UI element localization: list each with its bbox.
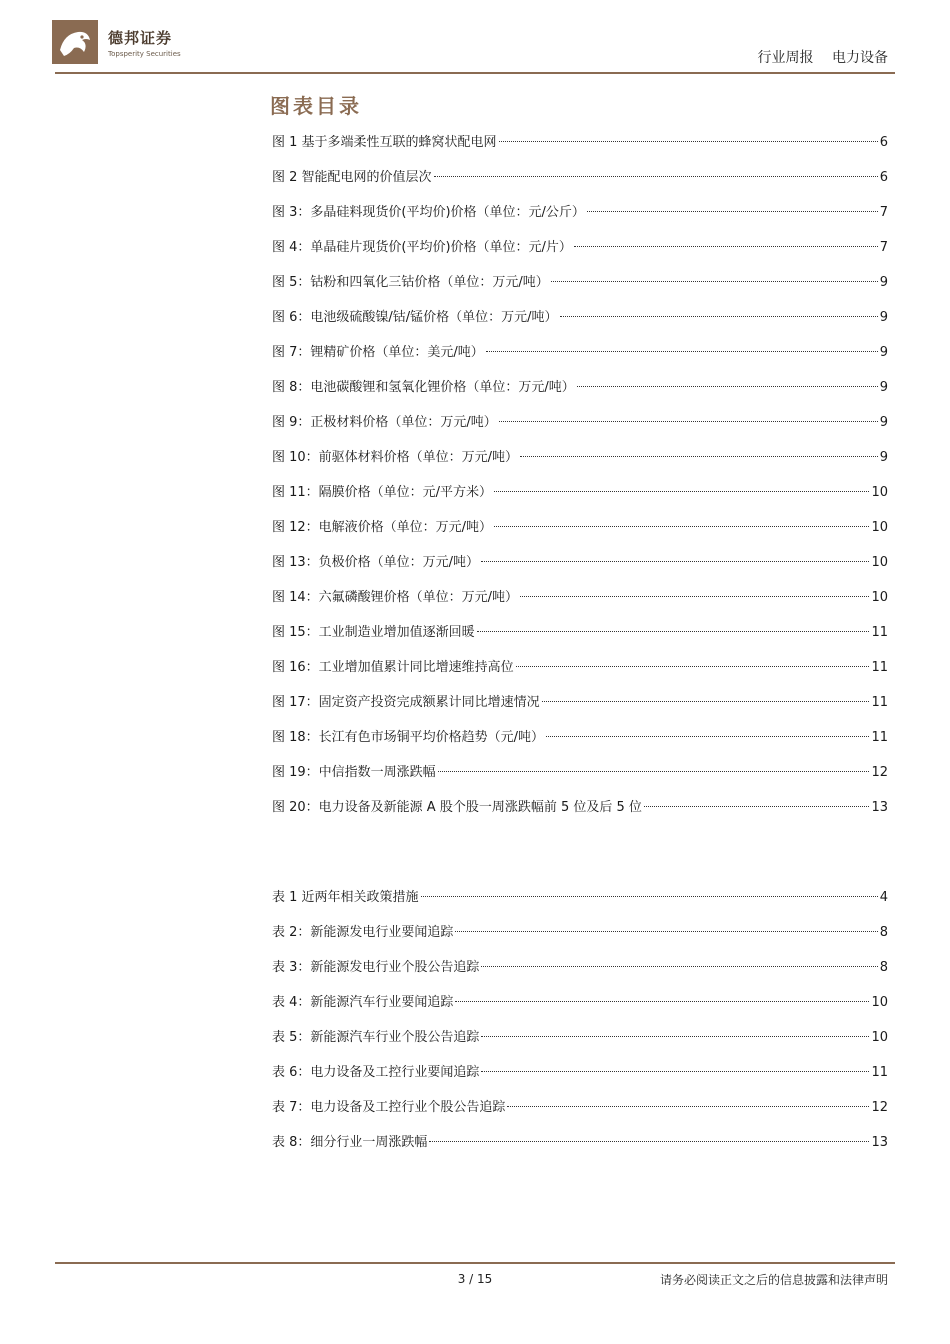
- figure-entry-page: 11: [871, 730, 888, 745]
- figure-entry-label: 图 12：电解液价格（单位：万元/吨）: [272, 520, 493, 535]
- table-entry[interactable]: [272, 889, 888, 924]
- dot-leader: [421, 896, 878, 897]
- brand-name-cn: 德邦证券: [108, 28, 173, 47]
- dot-leader: [546, 736, 869, 737]
- figure-entry-page: 10: [871, 520, 888, 535]
- figure-entry-page: 13: [871, 800, 888, 815]
- figure-entry-label: 图 20：电力设备及新能源 A 股个股一周涨跌幅前 5 位及后 5 位: [272, 800, 642, 815]
- dot-leader: [587, 211, 878, 212]
- dot-leader: [520, 456, 878, 457]
- dot-leader: [644, 806, 870, 807]
- dot-leader: [455, 931, 877, 932]
- figure-entry-page: 7: [879, 240, 888, 255]
- figure-list: [272, 134, 888, 834]
- table-list: [272, 889, 888, 1169]
- figure-entry-label: 图 7：锂精矿价格（单位：美元/吨）: [272, 345, 484, 360]
- figure-entry[interactable]: [272, 659, 888, 694]
- dot-leader: [438, 771, 870, 772]
- figure-entry[interactable]: [272, 379, 888, 414]
- dot-leader: [499, 421, 878, 422]
- table-entry[interactable]: [272, 994, 888, 1029]
- figure-entry-label: 图 13：负极价格（单位：万元/吨）: [272, 555, 480, 570]
- disclaimer: 请务必阅读正文之后的信息披露和法律声明: [659, 1273, 888, 1287]
- toc-title: 图表目录: [270, 94, 362, 118]
- figure-entry-page: 6: [879, 135, 888, 150]
- dot-leader: [577, 386, 878, 387]
- table-entry-label: 表 2：新能源发电行业要闻追踪: [272, 925, 454, 940]
- dot-leader: [551, 281, 878, 282]
- figure-entry[interactable]: [272, 309, 888, 344]
- figure-entry[interactable]: [272, 414, 888, 449]
- figure-entry-label: 图 17：固定资产投资完成额累计同比增速情况: [272, 695, 540, 710]
- figure-entry-label: 图 15：工业制造业增加值逐渐回暖: [272, 625, 475, 640]
- figure-entry[interactable]: [272, 764, 888, 799]
- dot-leader: [481, 1071, 869, 1072]
- figure-entry-page: 12: [871, 765, 888, 780]
- table-entry[interactable]: [272, 1029, 888, 1064]
- table-entry[interactable]: [272, 959, 888, 994]
- figure-entry-label: 图 9：正极材料价格（单位：万元/吨）: [272, 415, 497, 430]
- figure-entry-label: 图 4：单晶硅片现货价(平均价)价格（单位：元/片）: [272, 240, 572, 255]
- dot-leader: [507, 1106, 869, 1107]
- figure-entry[interactable]: [272, 624, 888, 659]
- figure-entry-label: 图 2 智能配电网的价值层次: [272, 170, 432, 185]
- dot-leader: [481, 966, 877, 967]
- figure-entry-label: 图 19：中信指数一周涨跌幅: [272, 765, 436, 780]
- dot-leader: [494, 526, 869, 527]
- table-entry-label: 表 5：新能源汽车行业个股公告追踪: [272, 1030, 480, 1045]
- dot-leader: [481, 1036, 869, 1037]
- table-entry[interactable]: [272, 1064, 888, 1099]
- figure-entry[interactable]: [272, 169, 888, 204]
- figure-entry[interactable]: [272, 694, 888, 729]
- table-entry-page: 11: [871, 1065, 888, 1080]
- sector-name: 电力设备: [832, 50, 888, 66]
- figure-entry[interactable]: [272, 344, 888, 379]
- figure-entry[interactable]: [272, 729, 888, 764]
- dot-leader: [486, 351, 878, 352]
- figure-entry-page: 9: [879, 380, 888, 395]
- figure-entry[interactable]: [272, 239, 888, 274]
- figure-entry-label: 图 8：电池碳酸锂和氢氧化锂价格（单位：万元/吨）: [272, 380, 575, 395]
- figure-entry[interactable]: [272, 274, 888, 309]
- figure-entry[interactable]: [272, 589, 888, 624]
- table-entry-page: 8: [879, 925, 888, 940]
- dot-leader: [542, 701, 870, 702]
- dot-leader: [494, 491, 869, 492]
- figure-entry-page: 7: [879, 205, 888, 220]
- report-type: 行业周报: [757, 50, 814, 66]
- figure-entry-label: 图 10：前驱体材料价格（单位：万元/吨）: [272, 450, 519, 465]
- figure-entry[interactable]: [272, 484, 888, 519]
- figure-entry-page: 6: [879, 170, 888, 185]
- header-divider: [55, 72, 895, 74]
- dot-leader: [499, 141, 878, 142]
- figure-entry[interactable]: [272, 134, 888, 169]
- page-number: 3 / 15: [457, 1272, 493, 1286]
- figure-entry[interactable]: [272, 554, 888, 589]
- dot-leader: [429, 1141, 869, 1142]
- figure-entry-page: 10: [871, 555, 888, 570]
- figure-entry-label: 图 6：电池级硫酸镍/钴/锰价格（单位：万元/吨）: [272, 310, 558, 325]
- figure-entry-page: 9: [879, 345, 888, 360]
- table-entry-label: 表 1 近两年相关政策措施: [272, 890, 419, 905]
- figure-entry-label: 图 16：工业增加值累计同比增速维持高位: [272, 660, 514, 675]
- table-entry-label: 表 6：电力设备及工控行业要闻追踪: [272, 1065, 480, 1080]
- figure-entry-page: 10: [871, 485, 888, 500]
- table-entry[interactable]: [272, 924, 888, 959]
- dot-leader: [434, 176, 878, 177]
- figure-entry[interactable]: [272, 519, 888, 554]
- company-logo-icon: [52, 20, 98, 64]
- dot-leader: [477, 631, 870, 632]
- figure-entry-label: 图 5：钴粉和四氧化三钴价格（单位：万元/吨）: [272, 275, 549, 290]
- table-entry-page: 8: [879, 960, 888, 975]
- table-entry-page: 10: [871, 995, 888, 1010]
- brand-logo: [52, 20, 181, 64]
- table-entry[interactable]: [272, 1099, 888, 1134]
- table-entry-page: 10: [871, 1030, 888, 1045]
- figure-entry-page: 9: [879, 415, 888, 430]
- table-entry-label: 表 8：细分行业一周涨跌幅: [272, 1135, 428, 1150]
- figure-entry-label: 图 3：多晶硅料现货价(平均价)价格（单位：元/公斤）: [272, 205, 585, 220]
- figure-entry-page: 11: [871, 660, 888, 675]
- dot-leader: [455, 1001, 869, 1002]
- figure-entry-label: 图 18：长江有色市场铜平均价格趋势（元/吨）: [272, 730, 545, 745]
- dot-leader: [520, 596, 869, 597]
- dot-leader: [574, 246, 878, 247]
- figure-entry[interactable]: [272, 204, 888, 239]
- figure-entry[interactable]: [272, 799, 888, 834]
- table-entry[interactable]: [272, 1134, 888, 1169]
- figure-entry-page: 11: [871, 695, 888, 710]
- table-entry-page: 13: [871, 1135, 888, 1150]
- table-entry-label: 表 3：新能源发电行业个股公告追踪: [272, 960, 480, 975]
- figure-entry-page: 9: [879, 450, 888, 465]
- figure-entry-label: 图 11：隔膜价格（单位：元/平方米）: [272, 485, 493, 500]
- dot-leader: [560, 316, 878, 317]
- figure-entry-label: 图 1 基于多端柔性互联的蜂窝状配电网: [272, 135, 497, 150]
- figure-entry-page: 9: [879, 275, 888, 290]
- figure-entry[interactable]: [272, 449, 888, 484]
- figure-entry-page: 11: [871, 625, 888, 640]
- dot-leader: [481, 561, 869, 562]
- dot-leader: [516, 666, 870, 667]
- table-entry-page: 4: [879, 890, 888, 905]
- report-header: [744, 47, 888, 67]
- brand-name-en: Topsperity Securities: [108, 49, 181, 58]
- figure-entry-label: 图 14：六氟磷酸锂价格（单位：万元/吨）: [272, 590, 519, 605]
- table-entry-label: 表 7：电力设备及工控行业个股公告追踪: [272, 1100, 506, 1115]
- footer-divider: [55, 1262, 895, 1264]
- table-entry-page: 12: [871, 1100, 888, 1115]
- figure-entry-page: 9: [879, 310, 888, 325]
- figure-entry-page: 10: [871, 590, 888, 605]
- table-entry-label: 表 4：新能源汽车行业要闻追踪: [272, 995, 454, 1010]
